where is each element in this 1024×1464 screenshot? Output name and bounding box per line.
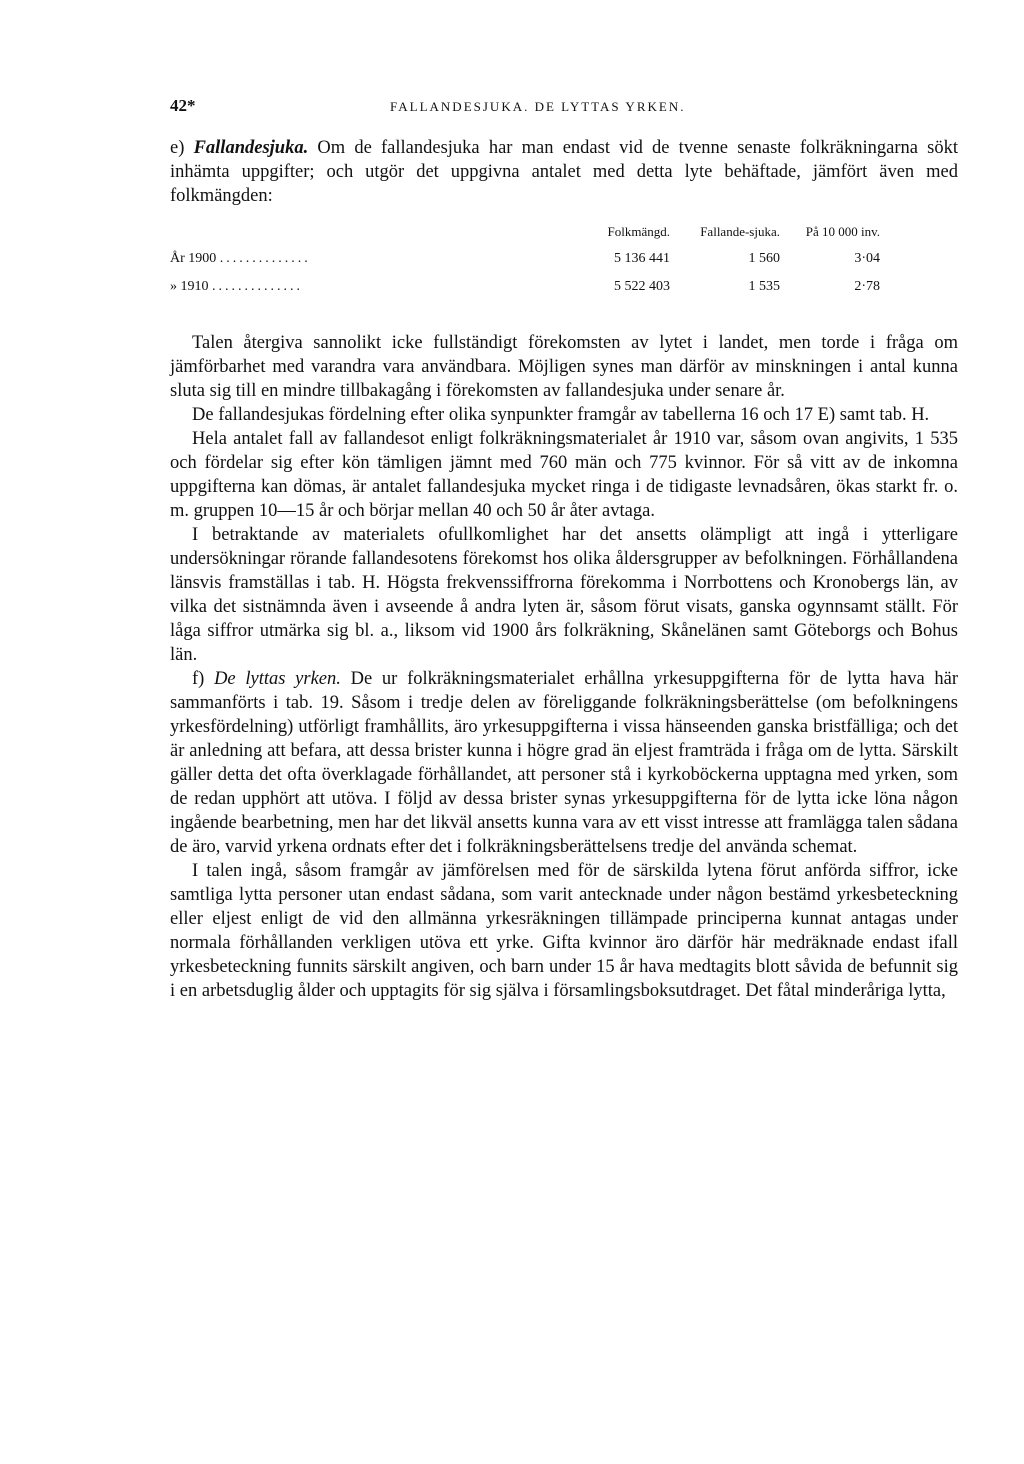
paragraph: De fallandesjukas fördelning efter olika synpunkter framgår av tabellerna 16 och 17 E) samt tab. H. (192, 405, 930, 425)
table-header-row (170, 224, 880, 245)
table-cell-epilepsy: 1 535 (748, 279, 780, 294)
row-dots: .............. (219, 251, 311, 266)
table-row-label (170, 273, 560, 301)
document-page (170, 96, 958, 1003)
table-cell-epilepsy: 1 560 (748, 251, 780, 266)
table-header-population: Folkmängd. (607, 224, 670, 239)
row-year: År 1900 (170, 251, 217, 266)
paragraph: Talen återgiva sannolikt icke fullständigt förekomsten av lytet i landet, men torde i fråga om jämförbarhet med varandra vara användbara. Möjligen synes man därför av minskningen i antal kunna sluta sig till en mindre tillbakagång i förekomsten av fallandesjuka under senare år. (170, 333, 958, 401)
running-head: FALLANDESJUKA. DE LYTTAS YRKEN. (390, 99, 686, 114)
section-e-intro-text: Om de fallandesjuka har man endast vid de tvenne senaste folkräkningarna sökt inhämta uppgifter; och utgör det uppgivna antalet med detta lyte behäftade, jämfört även med folkmängden: (170, 138, 959, 206)
row-year: » 1910 (170, 279, 209, 294)
table-header-epilepsy: Fallande-sjuka. (700, 224, 780, 239)
section-f-marker: f) (192, 669, 205, 689)
paragraph: I betraktande av materialets ofullkomlighet har det ansetts olämpligt att ingå i ytterligare undersökningar rörande fallandesotens förekomst hos olika åldersgrupper av befolkningen. Förhållandena länsvis framställas i tab. H. Högsta frekvenssiffrorna förekomma i Norrbottens och Kronobergs län, av vilka det sistnämnda även i avseende å andra lyten är, såsom förut visats, ganska ogynnsamt ställt. För låga siffror utmärka sig bl. a., liksom vid 1900 års folkräkning, Skånelänen samt Göteborgs och Bohus län. (170, 525, 958, 665)
table-cell-per-10000: 3·04 (854, 251, 880, 266)
table-cell-population: 5 136 441 (614, 251, 670, 266)
table-cell-per-10000: 2·78 (854, 279, 880, 294)
table-row (170, 273, 880, 301)
page-header (170, 96, 958, 136)
section-f-text: De ur folkräkningsmaterialet erhållna yrkesuppgifterna för de lytta hava här sammanförts i tab. 19. Såsom i tredje delen av föreliggande folkräkningsberättelse (om befolkningens yrkesfördelning) utförligt framhållits, äro yrkesuppgifterna i vissa hänseenden ganska bristfälliga; och det är anledning att befara, att dessa brister kunna i högre grad än eljest framträda i fråga om de lytta. Särskilt gäller detta det ofta överklagade förhållandet, att personer stå i kyrkoböckerna upptagna med yrken, som de redan upphört att utöva. I följd av dessa brister synas yrkesuppgifterna för de lytta icke löna någon ingående bearbetning, men har det likväl ansetts kunna vara av ett visst intresse att framlägga talen sådana de äro, varvid yrkena ordnats efter det i folkräkningsberättelsens tredje del använda schemat. (170, 669, 959, 857)
paragraph: Hela antalet fall av fallandesot enligt folkräkningsmaterialet år 1910 var, såsom ovan angivits, 1 535 och fördelar sig efter kön tämligen jämnt med 760 män och 775 kvinnor. För så vitt av de inkomna uppgifterna kan dömas, är antalet fallandesjuka mycket ringa i de tidigaste levnadsåren, ökas starkt fr. o. m. gruppen 10—15 år och börjar mellan 40 och 50 år åter avtaga. (170, 429, 958, 521)
section-f-title: De lyttas yrken. (214, 669, 341, 689)
paragraph: I talen ingå, såsom framgår av jämförelsen med för de särskilda lytena förut anförda siffror, icke samtliga lytta personer utan endast sådana, som varit antecknade under någon bestämd yrkesbeteckning eller eljest enligt de vid den allmänna yrkesräkningen tillämpade principerna kunnat antagas under normala förhållanden verkligen utöva ett yrke. Gifta kvinnor äro därför här medräknade endast ifall yrkesbeteckning funnits särskilt angiven, och barn under 15 år hava medtagits blott såvida de befunnit sig i en arbetsduglig ålder och upptagits för sig själva i församlingsboksutdraget. Det fåtal minderåriga lytta, (170, 861, 958, 1001)
section-f-paragraph (170, 667, 958, 859)
table-header-per-10000: På 10 000 inv. (805, 224, 880, 239)
row-dots: .............. (212, 279, 303, 294)
section-e-title: Fallandesjuka. (193, 138, 309, 158)
table-row (170, 245, 880, 273)
page-number: 42* (170, 96, 196, 115)
section-e-intro (170, 136, 958, 208)
table-cell-population: 5 522 403 (614, 279, 670, 294)
table-header-blank (170, 224, 560, 245)
epilepsy-table (170, 224, 880, 301)
section-e-marker: e) (170, 138, 185, 158)
table-row-label (170, 245, 560, 273)
